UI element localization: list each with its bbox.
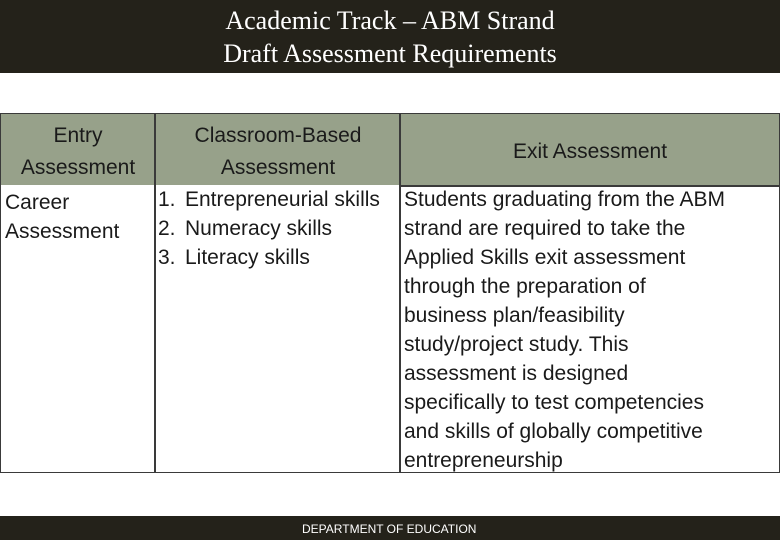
exit-text-line: Applied Skills exit assessment (404, 246, 686, 269)
classroom-skills-list (156, 185, 400, 272)
exit-text-line: strand are required to take the (404, 217, 686, 240)
exit-text-line: assessment is designed (404, 362, 629, 385)
entry-header-line-2: Assessment (20, 156, 136, 179)
column-divider (399, 114, 401, 472)
list-item-text: Numeracy skills (185, 217, 333, 240)
title-line-2: Draft Assessment Requirements (223, 39, 557, 68)
list-item (156, 243, 400, 272)
exit-text-line: and skills of globally competitive (404, 420, 703, 443)
assessment-table (0, 113, 780, 473)
exit-text-line: Students graduating from the ABM (404, 188, 726, 211)
classroom-header-line-2: Assessment (220, 156, 336, 179)
classroom-assessment-header (156, 114, 400, 185)
footer-label: DEPARTMENT OF EDUCATION (302, 522, 477, 536)
classroom-header-line-1: Classroom-Based (194, 124, 362, 147)
list-item (156, 185, 400, 214)
exit-assessment-cell (404, 185, 776, 475)
exit-text-line: entrepreneurship (404, 449, 563, 472)
entry-header-line-1: Entry (53, 124, 103, 147)
exit-assessment-header (401, 114, 779, 185)
title-bar (0, 0, 780, 73)
list-item-number: 2. (158, 217, 176, 240)
list-item-number: 3. (158, 246, 176, 269)
exit-text-line: business plan/feasibility (404, 304, 625, 327)
entry-assessment-header (1, 114, 155, 185)
entry-assessment-cell (5, 188, 155, 246)
exit-text-line: study/project study. This (404, 333, 629, 356)
exit-text-line: through the preparation of (404, 275, 646, 298)
list-item-number: 1. (158, 188, 176, 211)
list-item (156, 214, 400, 243)
entry-cell-line-1: Career (5, 191, 70, 214)
exit-text-line: specifically to test competencies (404, 391, 704, 414)
list-item-text: Literacy skills (185, 246, 310, 269)
exit-header-label: Exit Assessment (512, 140, 668, 163)
list-item-text: Entrepreneurial skills (185, 188, 380, 211)
entry-cell-line-2: Assessment (5, 220, 120, 243)
classroom-assessment-cell (156, 185, 400, 272)
title-line-1: Academic Track – ABM Strand (225, 6, 555, 35)
footer-bar (0, 516, 780, 540)
column-divider (154, 114, 156, 472)
